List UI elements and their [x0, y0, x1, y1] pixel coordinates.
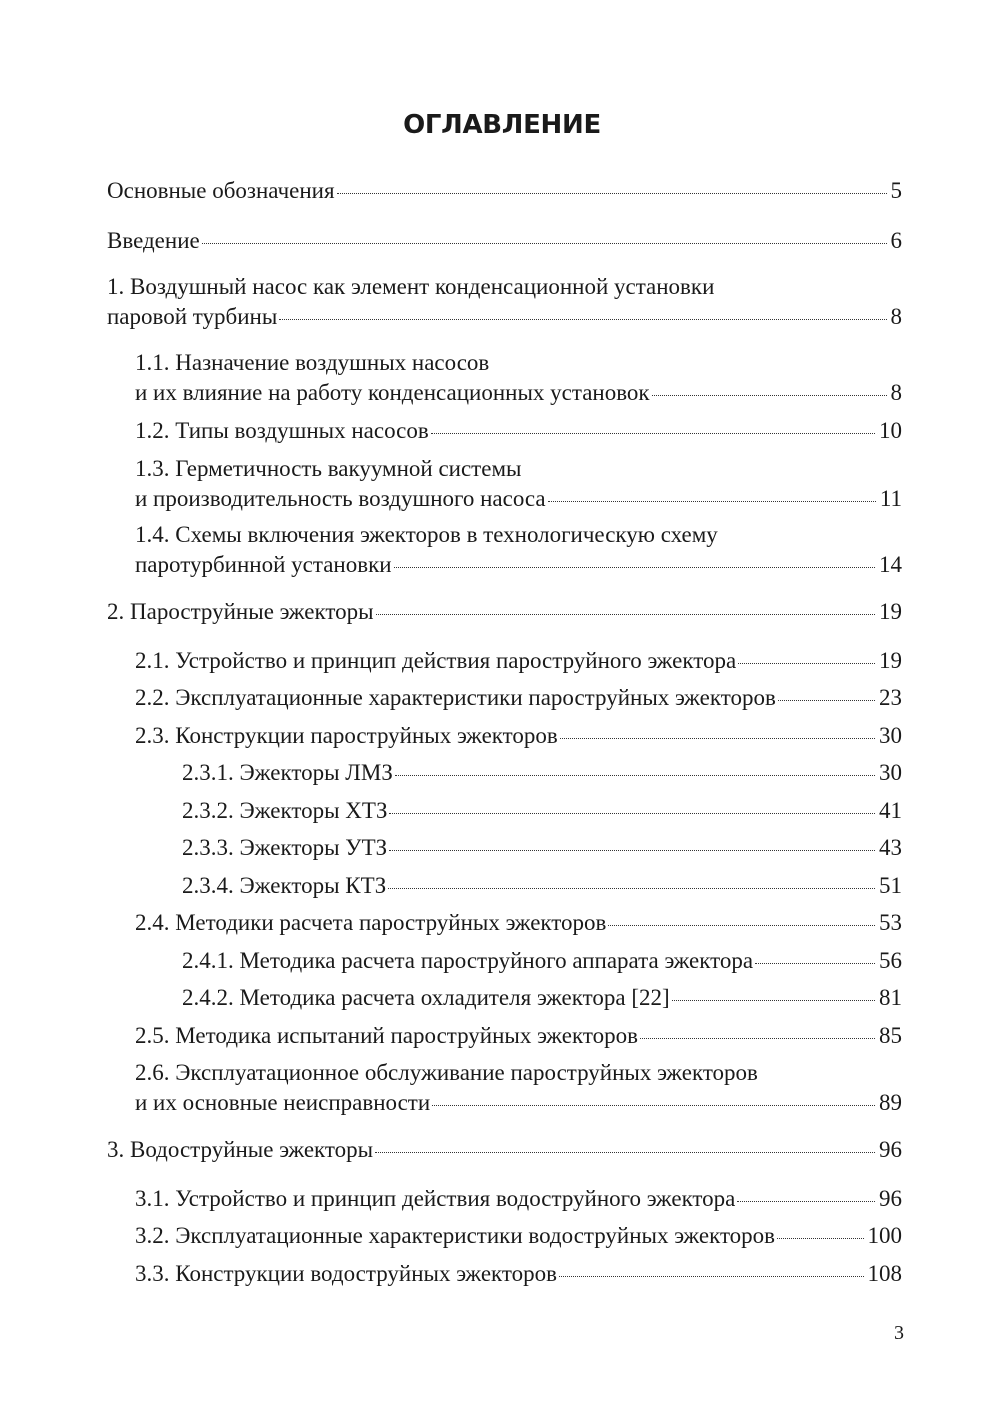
dot-leader — [394, 567, 875, 568]
dot-leader — [431, 433, 875, 434]
dot-leader — [389, 813, 875, 814]
toc-entry-line — [135, 348, 489, 377]
dot-leader — [777, 1238, 863, 1239]
toc-page-number: 96 — [879, 1186, 902, 1211]
toc-entry-title: 3.2. Эксплуатационные характеристики водоструйных эжекторов — [135, 1223, 776, 1248]
toc-entry-title: 2.2. Эксплуатационные характеристики пароструйных эжекторов — [135, 685, 776, 710]
toc-page-number: 41 — [879, 798, 902, 823]
dot-leader — [737, 1201, 875, 1202]
toc-page-number: 89 — [879, 1090, 902, 1115]
toc-page-number: 11 — [879, 486, 902, 511]
toc-entry-line — [135, 520, 718, 549]
toc-page-number: 6 — [890, 228, 902, 253]
toc-entry — [182, 833, 902, 862]
toc-page-number: 85 — [879, 1023, 902, 1048]
toc-entry-title: 3.3. Конструкции водоструйных эжекторов — [135, 1261, 558, 1286]
toc-entry-title: 2.3.3. Эжекторы УТЗ — [182, 835, 388, 860]
toc-entry-line — [135, 454, 521, 483]
dot-leader — [755, 963, 875, 964]
toc-page-number: 14 — [879, 552, 902, 577]
toc-entry-title: 2.1. Устройство и принцип действия пароструйного эжектора — [135, 648, 737, 673]
toc-entry-title: 2.3. Конструкции пароструйных эжекторов — [135, 723, 558, 748]
toc-entry-title: 2.4.2. Методика расчета охладителя эжектора [22] — [182, 985, 670, 1010]
toc-entry — [135, 378, 902, 407]
dot-leader — [432, 1105, 875, 1106]
toc-page-number: 51 — [879, 873, 902, 898]
toc-entry — [135, 550, 902, 579]
toc-entry — [135, 1259, 902, 1288]
toc-entry-title: 2. Пароструйные эжекторы — [107, 599, 374, 624]
toc-page-number: 81 — [879, 985, 902, 1010]
toc-entry-title: 2.3.2. Эжекторы ХТЗ — [182, 798, 388, 823]
toc-entry — [135, 1221, 902, 1250]
toc-entry-title: 2.5. Методика испытаний пароструйных эжекторов — [135, 1023, 638, 1048]
toc-entry-title: 1.4. Схемы включения эжекторов в технологическую схему — [135, 522, 718, 547]
toc-entry-title: 2.3.4. Эжекторы КТЗ — [182, 873, 387, 898]
toc-entry-title: 1. Воздушный насос как элемент конденсационной установки — [107, 274, 715, 299]
toc-entry — [182, 983, 902, 1012]
dot-leader — [672, 1000, 875, 1001]
toc-entry-title: 1.2. Типы воздушных насосов — [135, 418, 429, 443]
dot-leader — [337, 193, 887, 194]
dot-leader — [548, 501, 876, 502]
toc-page-number: 10 — [879, 418, 902, 443]
toc-entry-title: Введение — [107, 228, 200, 253]
toc-entry-line — [107, 272, 714, 301]
toc-entry-title: 2.4.1. Методика расчета пароструйного аппарата эжектора — [182, 948, 754, 973]
toc-entry-title: 2.4. Методики расчета пароструйных эжекторов — [135, 910, 607, 935]
toc-entry — [135, 484, 902, 513]
toc-page-number: 8 — [890, 380, 902, 405]
toc-page-number: 108 — [867, 1261, 902, 1286]
toc-page-number: 43 — [879, 835, 902, 860]
dot-leader — [202, 243, 887, 244]
dot-leader — [560, 738, 875, 739]
dot-leader — [559, 1276, 863, 1277]
dot-leader — [395, 775, 875, 776]
toc-page-number: 19 — [879, 599, 902, 624]
toc-page-number: 100 — [867, 1223, 902, 1248]
toc-entry-title: паровой турбины — [107, 304, 278, 329]
toc-entry-title: и производительность воздушного насоса — [135, 486, 546, 511]
page-title: ОГЛАВЛЕНИЕ — [403, 110, 601, 140]
toc-entry — [135, 416, 902, 445]
toc-entry-title: Основные обозначения — [107, 178, 335, 203]
toc-entry-title: 1.3. Герметичность вакуумной системы — [135, 456, 522, 481]
toc-entry-line — [135, 1058, 758, 1087]
toc-entry — [135, 646, 902, 675]
toc-entry — [182, 796, 902, 825]
toc-page-number: 30 — [879, 760, 902, 785]
toc-entry-title: и их основные неисправности — [135, 1090, 431, 1115]
dot-leader — [640, 1038, 875, 1039]
toc-entry — [182, 946, 902, 975]
toc-page-number: 5 — [890, 178, 902, 203]
toc-entry-title: и их влияние на работу конденсационных установок — [135, 380, 650, 405]
toc-entry — [135, 721, 902, 750]
toc-entry — [182, 871, 902, 900]
toc-page-number: 53 — [879, 910, 902, 935]
dot-leader — [375, 1152, 875, 1153]
toc-entry-title: 2.3.1. Эжекторы ЛМЗ — [182, 760, 393, 785]
toc-page-number: 30 — [879, 723, 902, 748]
toc-entry-title: 3. Водоструйные эжекторы — [107, 1137, 374, 1162]
toc-entry-title: 3.1. Устройство и принцип действия водоструйного эжектора — [135, 1186, 736, 1211]
page-number: 3 — [894, 1322, 904, 1344]
dot-leader — [388, 888, 875, 889]
dot-leader — [279, 319, 886, 320]
toc-entry — [107, 1135, 902, 1164]
toc-entry — [135, 908, 902, 937]
dot-leader — [738, 663, 875, 664]
toc-page-number: 23 — [879, 685, 902, 710]
toc-page-number: 8 — [890, 304, 902, 329]
toc-page-number: 96 — [879, 1137, 902, 1162]
toc-entry — [107, 176, 902, 205]
toc-entry — [107, 226, 902, 255]
toc-entry — [182, 758, 902, 787]
dot-leader — [608, 925, 875, 926]
dot-leader — [376, 614, 875, 615]
toc-entry-title: паротурбинной установки — [135, 552, 392, 577]
toc-entry-title: 2.6. Эксплуатационное обслуживание пароструйных эжекторов — [135, 1060, 758, 1085]
dot-leader — [652, 395, 887, 396]
toc-entry — [107, 597, 902, 626]
dot-leader — [778, 700, 875, 701]
toc-entry — [135, 1184, 902, 1213]
dot-leader — [389, 850, 875, 851]
toc-entry — [135, 683, 902, 712]
toc-entry-title: 1.1. Назначение воздушных насосов — [135, 350, 490, 375]
toc-entry — [135, 1021, 902, 1050]
toc-entry — [135, 1088, 902, 1117]
toc-page-number: 56 — [879, 948, 902, 973]
toc-page-number: 19 — [879, 648, 902, 673]
toc-entry — [107, 302, 902, 331]
